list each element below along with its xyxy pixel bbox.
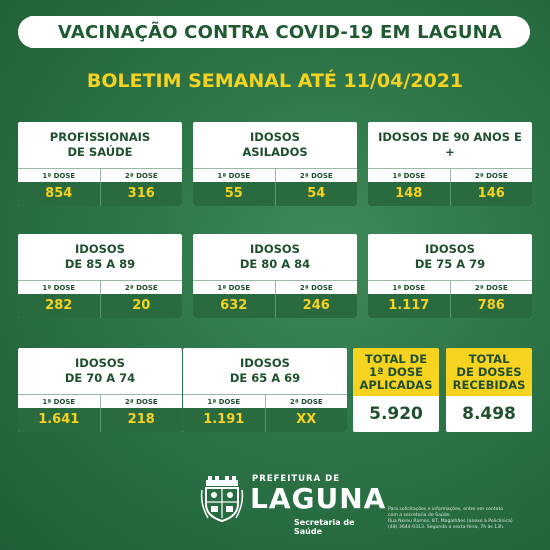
dose2-label: 2ª DOSE [100,169,183,182]
contact-line: (48) 3644-0313. Segunda a sexta-feira, 7h às 13h. [388,525,505,530]
card-title-line1: IDOSOS [75,356,125,370]
dose2-label: 2ª DOSE [265,395,348,408]
card-idosos-80-84 [193,234,357,318]
card-title-line2: DE SAÚDE [67,145,133,159]
city-crest-icon [200,474,244,524]
dose-labels-row [18,394,182,408]
card-title-line2: DE 85 A 89 [64,257,136,271]
card-title-line2: DE 80 A 84 [239,257,311,271]
card-title-line1: IDOSOS [250,242,300,256]
card-title [18,348,182,394]
card-title [368,234,532,280]
card-title [18,234,182,280]
dose1-label: 1ª DOSE [392,172,426,180]
dose1-label: 1ª DOSE [392,284,426,292]
dose-labels-row [368,280,532,294]
dose-labels-row [193,280,357,294]
card-idosos-90-mais [368,122,532,206]
dose-values-row [193,182,357,206]
card-title-line2: DE 75 A 79 [414,257,486,271]
contact-info [388,507,540,531]
dose1-value: 632 [220,298,248,313]
dose2-label: 2ª DOSE [275,281,358,294]
total-label-line3: APLICADAS [359,377,433,392]
dose2-value: 20 [100,294,183,318]
dose2-label: 2ª DOSE [100,281,183,294]
dose-values-row [183,408,347,432]
dose-labels-row [18,168,182,182]
total-label-line2: 1ª DOSE [369,364,423,379]
dose-values-row [18,182,182,206]
dose-labels-row [193,168,357,182]
dose2-label: 2ª DOSE [275,169,358,182]
secretaria-label: Secretaria de Saúde [294,518,355,536]
card-title-line1: IDOSOS DE 90 ANOS E + [378,130,522,159]
dose2-value: 246 [275,294,358,318]
card-title [368,122,532,168]
bulletin-subtitle: BOLETIM SEMANAL ATÉ 11/04/2021 [86,70,464,92]
dose-labels-row [183,394,347,408]
card-idosos-75-79 [368,234,532,318]
dose2-label: 2ª DOSE [450,169,533,182]
card-title-line1: IDOSOS [75,242,125,256]
card-title [193,234,357,280]
card-title-line2: DE 65 A 69 [229,371,301,385]
dose2-value: 54 [275,182,358,206]
city-name: LAGUNA [250,482,387,515]
contact-line: com a secretaria de Saúde. [388,513,452,518]
card-title-line1: IDOSOS [250,130,300,144]
total-label-line2: DE DOSES [456,364,522,379]
card-title [193,122,357,168]
dose2-value: XX [265,408,348,432]
card-idosos-65-69 [183,348,347,432]
dose2-value: 218 [100,408,183,432]
card-idosos-85-89 [18,234,182,318]
dose-labels-row [368,168,532,182]
dose1-value: 854 [45,186,73,201]
page-title: VACINAÇÃO CONTRA COVID-19 EM LAGUNA [57,21,503,43]
dose1-value: 282 [45,298,73,313]
contact-line: Rua Nereu Ramos, 87, Magalhães (anexo à Policlínica). [388,519,515,524]
dose1-label: 1ª DOSE [217,172,251,180]
dose2-label: 2ª DOSE [450,281,533,294]
dose1-value: 55 [224,186,243,201]
card-idosos-asilados [193,122,357,206]
dose-values-row [18,294,182,318]
card-title-line2: ASILADOS [242,145,308,159]
card-idosos-70-74 [18,348,182,432]
dose2-value: 316 [100,182,183,206]
dose-labels-row [18,280,182,294]
header-banner [30,16,530,48]
dose1-label: 1ª DOSE [42,172,76,180]
prefeitura-logo [200,472,387,540]
contact-line: Para solicitações e informações, entre em contato [388,507,504,512]
card-title-line2: DE 70 A 74 [64,371,136,385]
total-doses-received-label [446,348,532,396]
dose2-label: 2ª DOSE [100,395,183,408]
total-label-line1: TOTAL DE [364,351,428,366]
dose-values-row [193,294,357,318]
dose2-value: 146 [450,182,533,206]
card-title-line1: IDOSOS [425,242,475,256]
dose-values-row [18,408,182,432]
total-label-line3: RECEBIDAS [452,377,526,392]
card-profissionais-saude [18,122,182,206]
total-doses-received-value: 8.498 [446,396,532,432]
dose1-value: 1.641 [38,412,80,427]
dose1-label: 1ª DOSE [217,284,251,292]
dose-values-row [368,294,532,318]
dose-values-row [368,182,532,206]
card-title-line1: IDOSOS [240,356,290,370]
dose1-label: 1ª DOSE [207,398,241,406]
total-first-dose-card [353,348,439,432]
total-first-dose-value: 5.920 [353,396,439,432]
dose1-value: 1.191 [203,412,245,427]
total-doses-received-card [446,348,532,432]
dose1-value: 148 [395,186,423,201]
dose1-value: 1.117 [388,298,430,313]
total-label-line1: TOTAL [468,351,510,366]
dose2-value: 786 [450,294,533,318]
card-title [183,348,347,394]
prefeitura-label: PREFEITURA DE [252,474,341,484]
dose1-label: 1ª DOSE [42,398,76,406]
card-title [18,122,182,168]
card-title-line1: PROFISSIONAIS [49,130,151,144]
dose1-label: 1ª DOSE [42,284,76,292]
total-first-dose-label [353,348,439,396]
